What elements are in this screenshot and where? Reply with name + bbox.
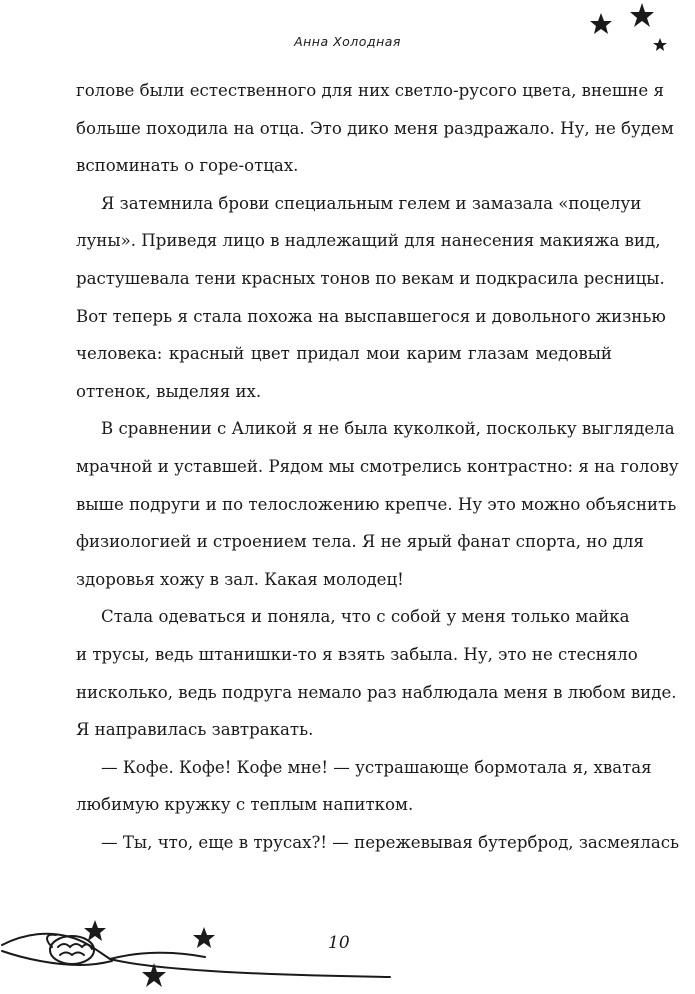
text-line: выше подруги и по телосложению крепче. Ну это можно объяснить <box>76 494 677 514</box>
text-line: вспоминать о горе-отцах. <box>76 156 299 176</box>
running-header-author: Анна Холодная <box>294 34 401 49</box>
text-line: мрачной и уставшей. Рядом мы смотрелись контрастно: я на голову <box>76 456 679 476</box>
text-line: любимую кружку с теплым напитком. <box>76 795 414 815</box>
text-line: Стала одеваться и поняла, что с собой у меня только майка <box>101 607 630 627</box>
star-icon <box>193 927 215 948</box>
text-line: здоровья хожу в зал. Какая молодец! <box>76 569 404 589</box>
decorative-stars <box>575 0 695 80</box>
text-line: нисколько, ведь подруга немало раз наблюдала меня в любом виде. <box>76 682 677 702</box>
text-line: оттенок, выделяя их. <box>76 381 262 401</box>
text-line: луны». Приведя лицо в надлежащий для нанесения макияжа вид, <box>76 231 661 251</box>
star-icon <box>653 38 667 51</box>
text-line: — Ты, что, еще в трусах?! — пережевывая бутерброд, засмеялась <box>101 832 680 852</box>
page-number: 10 <box>328 933 350 953</box>
text-line: Вот теперь я стала похожа на выспавшегося и довольного жизнью <box>76 306 666 326</box>
text-line: голове были естественного для них светло-русого цвета, внешне я <box>76 81 664 100</box>
magic-wand-icon <box>0 905 420 994</box>
page-body <box>76 72 680 861</box>
star-icon <box>630 3 654 27</box>
text-line: человека: красный цвет придал мои карим глазам медовый <box>76 344 612 364</box>
text-line: больше походила на отца. Это дико меня раздражало. Ну, не будем <box>76 118 674 138</box>
star-icon <box>84 920 106 941</box>
text-line: растушевала тени красных тонов по векам и подкрасила ресницы. <box>76 268 665 288</box>
text-line: Я направилась завтракать. <box>76 720 314 740</box>
star-icon <box>590 13 612 34</box>
text-line: Я затемнила брови специальным гелем и замазала «поцелуи <box>101 193 642 213</box>
text-line: физиологией и строением тела. Я не ярый фанат спорта, но для <box>76 532 644 552</box>
text-line: В сравнении с Аликой я не была куколкой, поскольку выглядела <box>101 419 675 439</box>
text-line: — Кофе. Кофе! Кофе мне! — устрашающе бормотала я, хватая <box>101 757 652 777</box>
text-line: и трусы, ведь штанишки-то я взять забыла. Ну, это не стесняло <box>76 644 638 664</box>
